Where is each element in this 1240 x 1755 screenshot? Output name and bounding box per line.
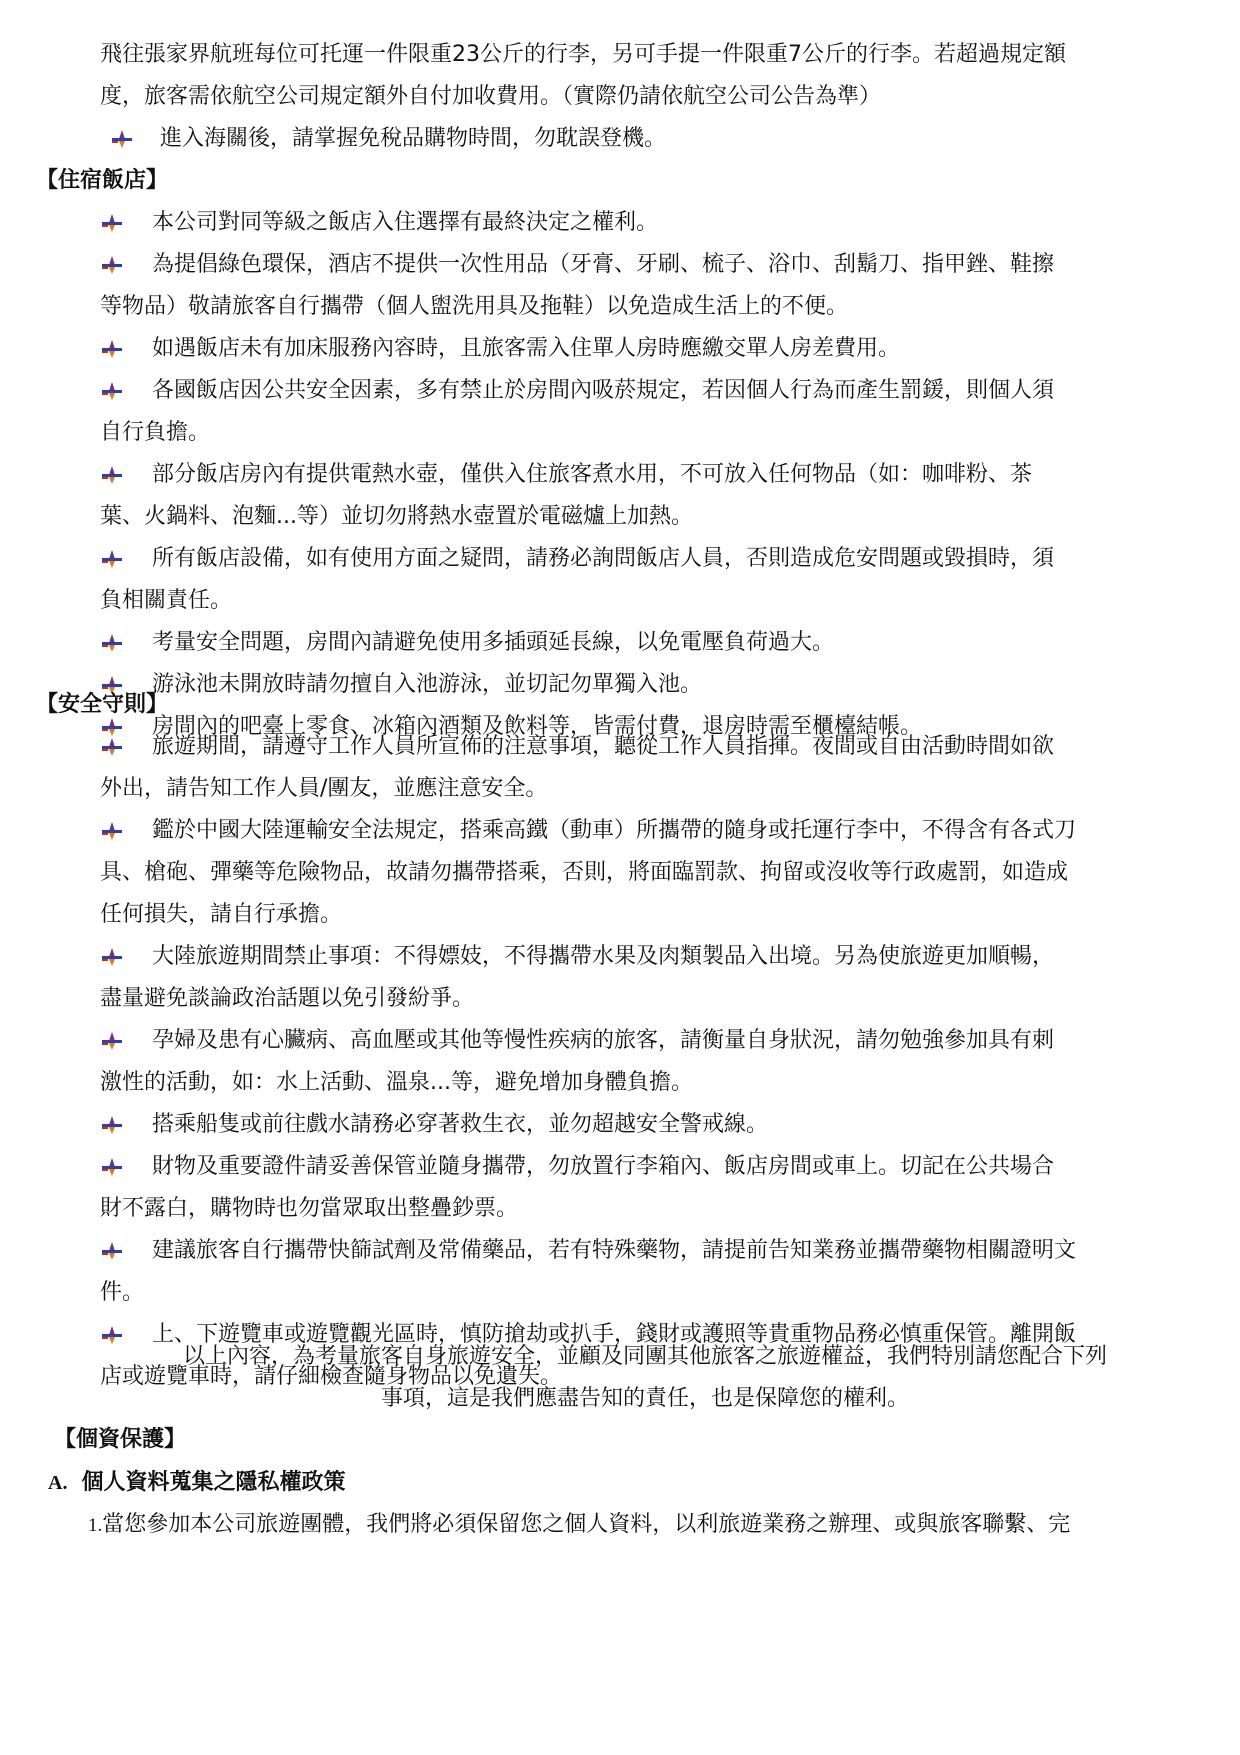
- hotel-item-first-line: [100, 202, 1206, 244]
- hotel-item-text: 各國飯店因公共安全因素，多有禁止於房間內吸菸規定，若因個人行為而產生罰鍰，則個人須: [152, 378, 1055, 403]
- safety-item-text: 上、下遊覽車或遊覽觀光區時，慎防搶劫或扒手，錢財或護照等貴重物品務必慎重保管。離開飯: [152, 1322, 1077, 1347]
- subsection-title: 個人資料蒐集之隱私權政策: [81, 1470, 346, 1495]
- safety-item-text: 搭乘船隻或前往戲水請務必穿著救生衣，並勿超越安全警戒線。: [152, 1112, 769, 1137]
- safety-item-first-line: [100, 1104, 1206, 1146]
- privacy-subsection-heading: [36, 1462, 1206, 1504]
- hotel-list-item: [36, 328, 1206, 370]
- bullet-icon: [102, 1032, 122, 1050]
- hotel-item-text: 考量安全問題，房間內請避免使用多插頭延長線，以免電壓負荷過大。: [152, 630, 835, 655]
- safety-item-text: 大陸旅遊期間禁止事項：不得嫖妓，不得攜帶水果及肉類製品入出境。另為使旅遊更加順暢，: [152, 944, 1055, 969]
- safety-list-item: [36, 726, 1206, 810]
- bullet-icon: [102, 948, 122, 966]
- safety-list-item: [36, 1146, 1206, 1230]
- safety-list-item: [36, 810, 1206, 936]
- safety-list-item: [36, 1104, 1206, 1146]
- safety-item-first-line: [100, 936, 1206, 978]
- safety-item-first-line: [100, 1146, 1206, 1188]
- intro-section: [100, 34, 1200, 160]
- hotel-item-first-line: [100, 370, 1206, 412]
- safety-item-text: 財物及重要證件請妥善保管並隨身攜帶，勿放置行李箱內、飯店房間或車上。切記在公共場合: [152, 1154, 1055, 1179]
- safety-section: [36, 684, 1206, 1398]
- privacy-section: [36, 1418, 1206, 1547]
- bullet-icon: [112, 130, 132, 148]
- safety-list-item: [36, 1020, 1206, 1104]
- hotel-item-text: 部分飯店房內有提供電熱水壺，僅供入住旅客煮水用，不可放入任何物品（如：咖啡粉、茶: [152, 462, 1033, 487]
- subsection-letter: A.: [48, 1472, 68, 1494]
- safety-item-continuation: 盡量避免談論政治話題以免引發紛爭。: [100, 986, 475, 1011]
- safety-list-item: [36, 936, 1206, 1020]
- hotel-item-text: 所有飯店設備，如有使用方面之疑問，請務必詢問飯店人員，否則造成危安問題或毀損時，須: [152, 546, 1055, 571]
- bullet-icon: [102, 382, 122, 400]
- intro-line-2: 度，旅客需依航空公司規定額外自付加收費用。（實際仍請依航空公司公告為準）: [100, 84, 882, 109]
- bullet-icon: [102, 634, 122, 652]
- safety-item-first-line: [100, 1020, 1206, 1062]
- safety-list-item: [36, 1230, 1206, 1314]
- privacy-item: [36, 1504, 1206, 1547]
- safety-section-title: 【安全守則】: [36, 692, 169, 717]
- hotel-list-item: [36, 370, 1206, 454]
- bullet-icon: [102, 738, 122, 756]
- safety-item-first-line: [100, 1230, 1206, 1272]
- bullet-icon: [102, 822, 122, 840]
- bullet-icon: [102, 1116, 122, 1134]
- hotel-section: [36, 160, 1206, 748]
- hotel-section-title: 【住宿飯店】: [36, 168, 169, 193]
- hotel-item-text: 為提倡綠色環保，酒店不提供一次性用品（牙膏、牙刷、梳子、浴巾、刮鬍刀、指甲銼、鞋擦: [152, 252, 1055, 277]
- hotel-item-text: 如遇飯店未有加床服務內容時，且旅客需入住單人房時應繳交單人房差費用。: [152, 336, 901, 361]
- safety-item-first-line: [100, 726, 1206, 768]
- hotel-item-text: 房間內的吧臺上零食、冰箱內酒類及飲料等，皆需付費，退房時需至櫃檯結帳。: [152, 714, 923, 739]
- hotel-item-continuation: 等物品）敬請旅客自行攜帶（個人盥洗用具及拖鞋）以免造成生活上的不便。: [100, 294, 849, 319]
- safety-item-text: 孕婦及患有心臟病、高血壓或其他等慢性疾病的旅客，請衡量自身狀況，請勿勉強參加具有刺: [152, 1028, 1055, 1053]
- intro-line-1: 飛往張家界航班每位可托運一件限重23公斤的行李，另可手提一件限重7公斤的行李。若超過規定額: [100, 42, 1066, 67]
- hotel-item-first-line: [100, 622, 1206, 664]
- hotel-item-continuation: 自行負擔。: [100, 420, 211, 445]
- privacy-item-number: 1.: [88, 1515, 103, 1536]
- closing-line-1: 以上內容，為考量旅客自身旅遊安全，並顧及同團其他旅客之旅遊權益，我們特別請您配合下列: [182, 1344, 1107, 1369]
- safety-item-continuation: 具、槍砲、彈藥等危險物品，故請勿攜帶搭乘，否則，將面臨罰款、拘留或沒收等行政處罰，如造成: [100, 860, 1069, 885]
- hotel-list-item: [36, 244, 1206, 328]
- safety-item-continuation: 件。: [100, 1280, 145, 1305]
- hotel-item-first-line: [100, 454, 1206, 496]
- safety-item-continuation: 財不露白，購物時也勿當眾取出整疊鈔票。: [100, 1196, 519, 1221]
- bullet-icon: [102, 256, 122, 274]
- bullet-icon: [102, 214, 122, 232]
- safety-item-text: 旅遊期間，請遵守工作人員所宣佈的注意事項，聽從工作人員指揮。夜間或自由活動時間如欲: [152, 734, 1055, 759]
- safety-item-text: 建議旅客自行攜帶快篩試劑及常備藥品，若有特殊藥物，請提前告知業務並攜帶藥物相關證明文: [152, 1238, 1077, 1263]
- privacy-section-title: 【個資保護】: [54, 1427, 187, 1452]
- safety-item-continuation: 外出，請告知工作人員/團友，並應注意安全。: [100, 776, 548, 801]
- hotel-list-item: [36, 454, 1206, 538]
- safety-list: [36, 726, 1206, 1398]
- safety-item-continuation: 激性的活動，如：水上活動、溫泉...等，避免增加身體負擔。: [100, 1070, 693, 1095]
- safety-item-first-line: [100, 810, 1206, 852]
- closing-line-2: 事項，這是我們應盡告知的責任，也是保障您的權利。: [380, 1386, 909, 1411]
- bullet-icon: [102, 550, 122, 568]
- bullet-icon: [102, 340, 122, 358]
- closing-paragraph: [100, 1336, 1190, 1420]
- hotel-list-item: [36, 202, 1206, 244]
- bullet-icon: [102, 1242, 122, 1260]
- hotel-item-first-line: [100, 538, 1206, 580]
- hotel-list-item: [36, 538, 1206, 622]
- privacy-item-text: 當您參加本公司旅遊團體，我們將必須保留您之個人資料，以利旅遊業務之辦理、或與旅客聯繫、完: [102, 1512, 1071, 1537]
- bullet-icon: [102, 1158, 122, 1176]
- hotel-item-continuation: 葉、火鍋料、泡麵...等）並切勿將熱水壺置於電磁爐上加熱。: [100, 504, 693, 529]
- hotel-item-text: 游泳池未開放時請勿擅自入池游泳，並切記勿單獨入池。: [152, 672, 703, 697]
- hotel-item-first-line: [100, 328, 1206, 370]
- hotel-list-item: [36, 622, 1206, 664]
- intro-bullet-text: 進入海關後，請掌握免稅品購物時間，勿耽誤登機。: [160, 126, 667, 151]
- hotel-item-first-line: [100, 244, 1206, 286]
- hotel-item-text: 本公司對同等級之飯店入住選擇有最終決定之權利。: [152, 210, 659, 235]
- bullet-icon: [102, 466, 122, 484]
- safety-item-continuation: 任何損失，請自行承擔。: [100, 902, 343, 927]
- hotel-list: [36, 202, 1206, 748]
- safety-item-text: 鑑於中國大陸運輸安全法規定，搭乘高鐵（動車）所攜帶的隨身或托運行李中，不得含有各式刀: [152, 818, 1077, 843]
- intro-bullet: [110, 118, 1200, 160]
- hotel-item-continuation: 負相關責任。: [100, 588, 233, 613]
- safety-item-continuation: 店或遊覽車時，請仔細檢查隨身物品以免遺失。: [100, 1364, 563, 1389]
